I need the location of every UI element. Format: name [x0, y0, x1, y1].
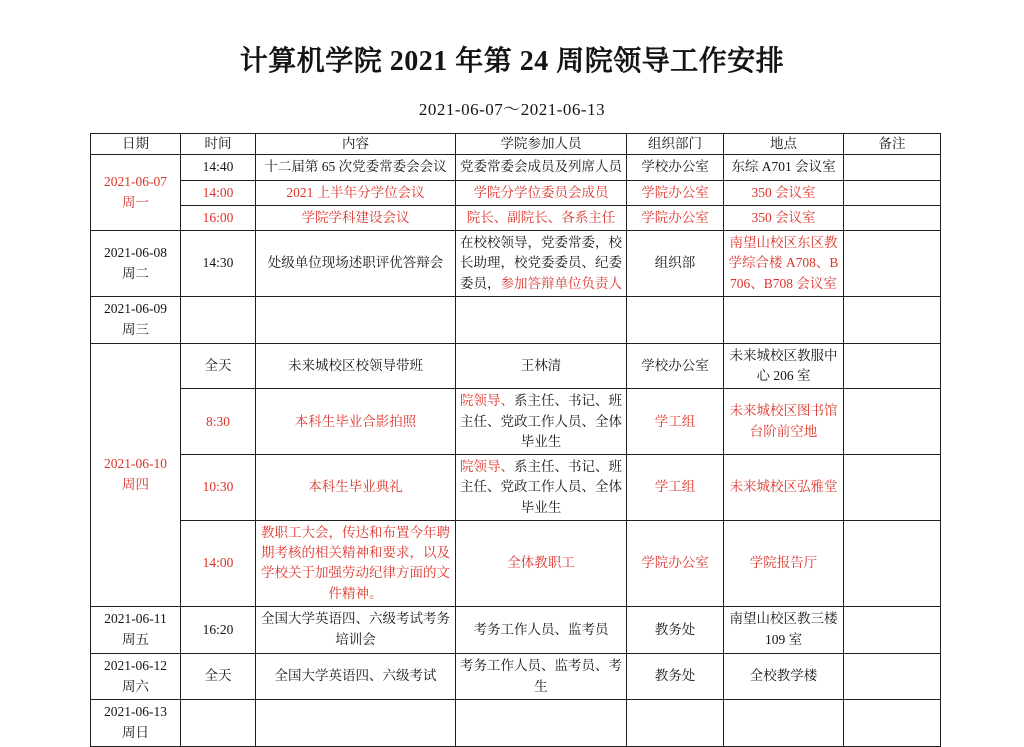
content-cell: 全国大学英语四、六级考试 [256, 653, 456, 700]
time-cell: 14:40 [181, 155, 256, 180]
content-cell: 学院学科建设会议 [256, 205, 456, 230]
location-cell: 未来城校区图书馆台阶前空地 [724, 389, 844, 455]
date-cell [91, 606, 181, 653]
time-cell: 16:20 [181, 606, 256, 653]
page-title: 计算机学院 2021 年第 24 周院领导工作安排 [239, 46, 785, 77]
table-row [91, 343, 941, 389]
weekday-text: 周四 [122, 476, 149, 492]
time-cell: 14:30 [181, 231, 256, 297]
remark-cell [844, 700, 941, 747]
time-cell: 14:00 [181, 520, 256, 606]
content-cell: 2021 上半年分学位会议 [256, 180, 456, 205]
location-cell [724, 296, 844, 343]
schedule-table [90, 133, 941, 747]
table-row [91, 653, 941, 700]
location-cell: 南望山校区东区教学综合楼 A708、B706、B708 会议室 [724, 231, 844, 297]
weekday-text: 周一 [122, 194, 149, 210]
table-row [91, 455, 941, 521]
date-text: 2021-06-10 [104, 455, 167, 471]
header-remark: 备注 [844, 134, 941, 155]
header-row [91, 134, 941, 155]
header-time: 时间 [181, 134, 256, 155]
dept-cell: 学工组 [627, 455, 724, 521]
header-participants: 学院参加人员 [456, 134, 627, 155]
table-row [91, 700, 941, 747]
header-location: 地点 [724, 134, 844, 155]
date-text: 2021-06-08 [104, 244, 167, 260]
location-cell: 未来城校区教服中心 206 室 [724, 343, 844, 389]
participants-segment: 参加答辩单位负责人 [500, 275, 622, 291]
participants-segment: 院长、副院长、各系主任 [466, 209, 616, 225]
time-cell: 14:00 [181, 180, 256, 205]
header-department: 组织部门 [627, 134, 724, 155]
participants-cell [456, 389, 627, 455]
date-text: 2021-06-07 [104, 173, 167, 189]
table-row [91, 606, 941, 653]
date-text: 2021-06-12 [104, 657, 167, 673]
date-range: 2021-06-07～2021-06-13 [418, 100, 606, 120]
table-row [91, 205, 941, 230]
location-cell: 全校教学楼 [724, 653, 844, 700]
date-text: 2021-06-09 [104, 300, 167, 316]
content-cell: 本科生毕业合影拍照 [256, 389, 456, 455]
remark-cell [844, 296, 941, 343]
date-cell [91, 296, 181, 343]
dept-cell: 教务处 [627, 606, 724, 653]
header-content: 内容 [256, 134, 456, 155]
dept-cell [627, 700, 724, 747]
remark-cell [844, 155, 941, 180]
participants-cell [456, 155, 627, 180]
location-cell: 南望山校区教三楼 109 室 [724, 606, 844, 653]
table-row [91, 520, 941, 606]
location-cell: 350 会议室 [724, 205, 844, 230]
participants-cell [456, 653, 627, 700]
location-cell: 学院报告厅 [724, 520, 844, 606]
location-cell: 350 会议室 [724, 180, 844, 205]
date-cell [91, 700, 181, 747]
participants-cell [456, 231, 627, 297]
table-row [91, 155, 941, 180]
time-cell: 全天 [181, 343, 256, 389]
time-cell [181, 296, 256, 343]
date-cell [91, 231, 181, 297]
remark-cell [844, 520, 941, 606]
remark-cell [844, 455, 941, 521]
content-cell: 处级单位现场述职评优答辩会 [256, 231, 456, 297]
weekday-text: 周二 [122, 265, 149, 281]
date-cell [91, 343, 181, 606]
participants-cell [456, 520, 627, 606]
content-cell: 本科生毕业典礼 [256, 455, 456, 521]
participants-cell [456, 180, 627, 205]
location-cell: 东综 A701 会议室 [724, 155, 844, 180]
dept-cell: 学校办公室 [627, 343, 724, 389]
dept-cell: 学院办公室 [627, 180, 724, 205]
participants-cell [456, 455, 627, 521]
weekday-text: 周日 [122, 725, 149, 741]
dept-cell: 学院办公室 [627, 520, 724, 606]
weekday-text: 周五 [122, 631, 149, 647]
dept-cell: 学校办公室 [627, 155, 724, 180]
participants-segment: 院领导、 [460, 459, 514, 475]
remark-cell [844, 606, 941, 653]
remark-cell [844, 205, 941, 230]
schedule-table-body [91, 155, 941, 747]
participants-segment: 系主任、书记、班主任、党政工作人员、全体毕业生 [460, 459, 622, 515]
time-cell: 全天 [181, 653, 256, 700]
participants-segment: 考务工作人员、监考员 [473, 621, 609, 637]
remark-cell [844, 180, 941, 205]
participants-cell [456, 296, 627, 343]
time-cell: 16:00 [181, 205, 256, 230]
time-cell [181, 700, 256, 747]
participants-cell [456, 343, 627, 389]
dept-cell: 教务处 [627, 653, 724, 700]
dept-cell: 组织部 [627, 231, 724, 297]
participants-cell [456, 700, 627, 747]
participants-segment: 考务工作人员、监考员、考生 [460, 658, 622, 694]
content-cell: 全国大学英语四、六级考试考务培训会 [256, 606, 456, 653]
content-cell [256, 296, 456, 343]
participants-cell [456, 205, 627, 230]
content-cell: 教职工大会，传达和布置今年聘期考核的相关精神和要求，以及学校关于加强劳动纪律方面的文件精神。 [256, 520, 456, 606]
remark-cell [844, 389, 941, 455]
table-row [91, 389, 941, 455]
content-cell: 十二届第 65 次党委常委会会议 [256, 155, 456, 180]
location-cell [724, 700, 844, 747]
remark-cell [844, 231, 941, 297]
participants-segment: 全体教职工 [507, 555, 575, 571]
participants-segment: 在校校领导，党委常委，校长助理，校党委委员、纪委委员， [460, 235, 622, 291]
header-date: 日期 [91, 134, 181, 155]
dept-cell [627, 296, 724, 343]
time-cell: 8:30 [181, 389, 256, 455]
table-row [91, 231, 941, 297]
date-cell [91, 653, 181, 700]
date-text: 2021-06-11 [104, 610, 167, 626]
participants-cell [456, 606, 627, 653]
location-cell: 未来城校区弘雅堂 [724, 455, 844, 521]
weekday-text: 周六 [122, 678, 149, 694]
dept-cell: 学工组 [627, 389, 724, 455]
date-cell [91, 155, 181, 231]
time-cell: 10:30 [181, 455, 256, 521]
participants-segment: 学院分学位委员会成员 [473, 184, 609, 200]
weekday-text: 周三 [122, 321, 149, 337]
remark-cell [844, 653, 941, 700]
content-cell [256, 700, 456, 747]
participants-segment: 王林清 [520, 357, 562, 373]
remark-cell [844, 343, 941, 389]
dept-cell: 学院办公室 [627, 205, 724, 230]
participants-segment: 院领导、 [460, 393, 514, 409]
participants-segment: 党委常委会成员及列席人员 [460, 159, 622, 175]
content-cell: 未来城校区校领导带班 [256, 343, 456, 389]
table-row [91, 296, 941, 343]
participants-segment: 系主任、书记、班主任、党政工作人员、全体毕业生 [460, 393, 622, 449]
table-row [91, 180, 941, 205]
date-text: 2021-06-13 [104, 704, 167, 720]
